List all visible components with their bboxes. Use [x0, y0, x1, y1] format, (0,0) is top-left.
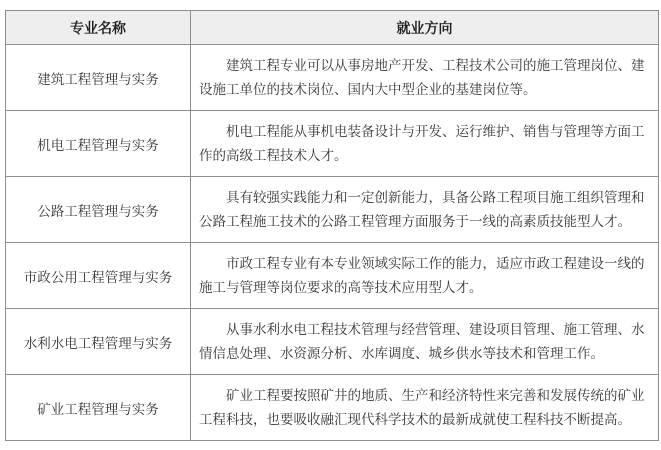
major-name-cell: 机电工程管理与实务 — [6, 111, 191, 177]
major-name-cell: 矿业工程管理与实务 — [6, 375, 191, 441]
career-direction-cell: 具有较强实践能力和一定创新能力，具备公路工程项目施工组织管理和公路工程施工技术的公路工程管理方面服务于一线的高素质技能型人才。 — [191, 177, 659, 243]
table-row — [6, 375, 659, 441]
career-direction-cell: 从事水利水电工程技术管理与经营管理、建设项目管理、施工管理、水情信息处理、水资源分析、水库调度、城乡供水等技术和管理工作。 — [191, 309, 659, 375]
major-name-cell: 建筑工程管理与实务 — [6, 45, 191, 111]
career-direction-cell: 机电工程能从事机电装备设计与开发、运行维护、销售与管理等方面工作的高级工程技术人才。 — [191, 111, 659, 177]
table-row — [6, 243, 659, 309]
major-name-cell: 水利水电工程管理与实务 — [6, 309, 191, 375]
major-career-table-container — [5, 10, 658, 441]
career-direction-cell: 矿业工程要按照矿井的地质、生产和经济特性来完善和发展传统的矿业工程科技，也要吸收融汇现代科学技术的最新成就使工程科技不断提高。 — [191, 375, 659, 441]
major-name-cell: 市政公用工程管理与实务 — [6, 243, 191, 309]
table-row — [6, 45, 659, 111]
table-header-row — [6, 11, 659, 45]
table-row — [6, 111, 659, 177]
table-row — [6, 309, 659, 375]
career-direction-cell: 建筑工程专业可以从事房地产开发、工程技术公司的施工管理岗位、建设施工单位的技术岗位、国内大中型企业的基建岗位等。 — [191, 45, 659, 111]
header-career-direction: 就业方向 — [191, 11, 659, 45]
career-direction-cell: 市政工程专业有本专业领域实际工作的能力，适应市政工程建设一线的施工与管理等岗位要求的高等技术应用型人才。 — [191, 243, 659, 309]
major-career-table — [5, 10, 659, 441]
header-major-name: 专业名称 — [6, 11, 191, 45]
major-name-cell: 公路工程管理与实务 — [6, 177, 191, 243]
table-row — [6, 177, 659, 243]
